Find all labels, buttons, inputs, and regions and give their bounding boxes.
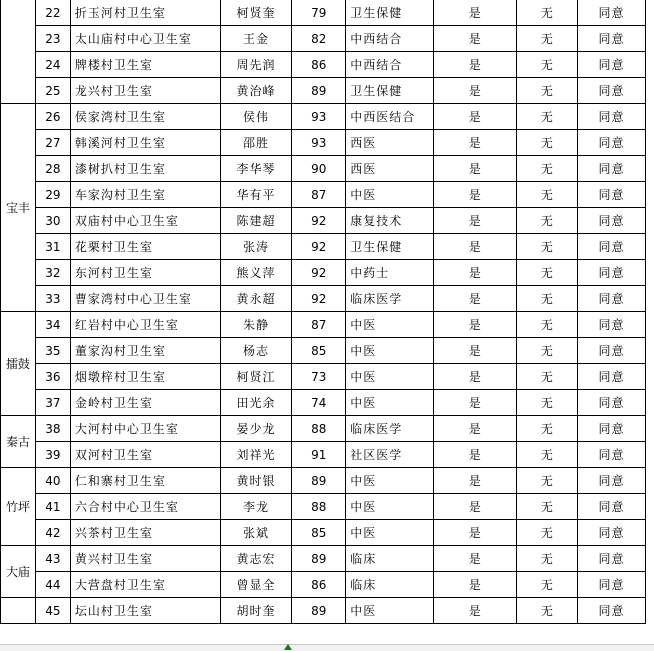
row-number-cell[interactable]: 41 [35, 494, 70, 520]
sheet-edge-cell [645, 286, 654, 312]
violation-cell[interactable]: 无 [516, 208, 578, 234]
clinic-name-cell[interactable]: 董家沟村卫生室 [70, 338, 220, 364]
violation-cell[interactable]: 无 [516, 312, 578, 338]
doctor-name-cell[interactable]: 黄治峰 [220, 78, 292, 104]
sheet-edge-cell [645, 260, 654, 286]
opinion-cell[interactable]: 同意 [578, 208, 646, 234]
clinic-name-cell[interactable]: 仁和寨村卫生室 [70, 468, 220, 494]
violation-cell[interactable]: 无 [516, 520, 578, 546]
table-row[interactable] [1, 442, 654, 468]
score-cell[interactable]: 85 [292, 520, 346, 546]
row-number-cell[interactable]: 36 [35, 364, 70, 390]
doctor-name-cell[interactable]: 李龙 [220, 494, 292, 520]
violation-cell[interactable]: 无 [516, 442, 578, 468]
doctor-name-cell[interactable]: 杨志 [220, 338, 292, 364]
opinion-cell[interactable]: 同意 [578, 468, 646, 494]
table-row[interactable] [1, 598, 654, 624]
qualified-cell[interactable]: 是 [434, 260, 516, 286]
specialty-cell[interactable]: 社区医学 [346, 442, 434, 468]
specialty-cell[interactable]: 中医 [346, 494, 434, 520]
row-number-cell[interactable]: 37 [35, 390, 70, 416]
row-number-cell[interactable]: 42 [35, 520, 70, 546]
sheet-edge-cell [645, 156, 654, 182]
opinion-cell[interactable]: 同意 [578, 598, 646, 624]
violation-cell[interactable]: 无 [516, 286, 578, 312]
clinic-name-cell[interactable]: 韩溪河村卫生室 [70, 130, 220, 156]
opinion-cell[interactable]: 同意 [578, 26, 646, 52]
specialty-cell[interactable]: 中医 [346, 468, 434, 494]
row-number-cell[interactable]: 33 [35, 286, 70, 312]
violation-cell[interactable]: 无 [516, 0, 578, 26]
score-cell[interactable]: 89 [292, 546, 346, 572]
sheet-edge-cell [645, 494, 654, 520]
specialty-cell[interactable]: 中医 [346, 364, 434, 390]
qualified-cell[interactable]: 是 [434, 312, 516, 338]
clinic-name-cell[interactable]: 六合村中心卫生室 [70, 494, 220, 520]
doctor-name-cell[interactable]: 柯贤奎 [220, 0, 292, 26]
score-cell[interactable]: 93 [292, 130, 346, 156]
table-row[interactable] [1, 494, 654, 520]
doctor-name-cell[interactable]: 胡时奎 [220, 598, 292, 624]
specialty-cell[interactable]: 卫生保健 [346, 234, 434, 260]
sheet-edge-cell [645, 234, 654, 260]
sheet-edge-cell [645, 182, 654, 208]
specialty-cell[interactable]: 中医 [346, 520, 434, 546]
violation-cell[interactable]: 无 [516, 26, 578, 52]
table-row[interactable] [1, 0, 654, 26]
sheet-edge-cell [645, 52, 654, 78]
sheet-edge-cell [645, 390, 654, 416]
row-number-cell[interactable]: 31 [35, 234, 70, 260]
opinion-cell[interactable]: 同意 [578, 572, 646, 598]
clinic-name-cell[interactable]: 侯家湾村卫生室 [70, 104, 220, 130]
qualified-cell[interactable]: 是 [434, 338, 516, 364]
sheet-edge-cell [645, 416, 654, 442]
doctor-name-cell[interactable]: 张斌 [220, 520, 292, 546]
violation-cell[interactable]: 无 [516, 416, 578, 442]
violation-cell[interactable]: 无 [516, 572, 578, 598]
sheet-edge-cell [645, 546, 654, 572]
violation-cell[interactable]: 无 [516, 78, 578, 104]
town-cell[interactable]: 秦古 [1, 416, 36, 468]
score-cell[interactable]: 82 [292, 26, 346, 52]
score-cell[interactable]: 87 [292, 182, 346, 208]
table-row[interactable] [1, 104, 654, 130]
sheet-edge-cell [645, 442, 654, 468]
specialty-cell[interactable]: 中药士 [346, 260, 434, 286]
score-cell[interactable]: 92 [292, 260, 346, 286]
sheet-edge-cell [645, 598, 654, 624]
violation-cell[interactable]: 无 [516, 52, 578, 78]
opinion-cell[interactable]: 同意 [578, 104, 646, 130]
doctor-name-cell[interactable]: 陈建超 [220, 208, 292, 234]
opinion-cell[interactable]: 同意 [578, 156, 646, 182]
violation-cell[interactable]: 无 [516, 130, 578, 156]
violation-cell[interactable]: 无 [516, 364, 578, 390]
row-number-cell[interactable]: 27 [35, 130, 70, 156]
doctor-name-cell[interactable]: 王金 [220, 26, 292, 52]
opinion-cell[interactable]: 同意 [578, 520, 646, 546]
sheet-edge-cell [645, 520, 654, 546]
table-row[interactable] [1, 468, 654, 494]
score-cell[interactable]: 89 [292, 78, 346, 104]
specialty-cell[interactable]: 中西结合 [346, 26, 434, 52]
doctor-name-cell[interactable]: 刘祥光 [220, 442, 292, 468]
clinic-name-cell[interactable]: 曹家湾村中心卫生室 [70, 286, 220, 312]
row-number-cell[interactable]: 40 [35, 468, 70, 494]
clinic-name-cell[interactable]: 花栗村卫生室 [70, 234, 220, 260]
table-row[interactable] [1, 390, 654, 416]
score-cell[interactable]: 73 [292, 364, 346, 390]
qualified-cell[interactable]: 是 [434, 286, 516, 312]
doctor-name-cell[interactable]: 华有平 [220, 182, 292, 208]
qualified-cell[interactable]: 是 [434, 234, 516, 260]
row-number-cell[interactable]: 30 [35, 208, 70, 234]
violation-cell[interactable]: 无 [516, 338, 578, 364]
opinion-cell[interactable]: 同意 [578, 182, 646, 208]
specialty-cell[interactable]: 西医 [346, 130, 434, 156]
table-row[interactable] [1, 520, 654, 546]
opinion-cell[interactable]: 同意 [578, 130, 646, 156]
sheet-edge-cell [645, 312, 654, 338]
qualified-cell[interactable]: 是 [434, 182, 516, 208]
clinic-name-cell[interactable]: 双河村卫生室 [70, 442, 220, 468]
table-row[interactable] [1, 572, 654, 598]
town-cell[interactable]: 宝丰 [1, 104, 36, 312]
opinion-cell[interactable]: 同意 [578, 312, 646, 338]
opinion-cell[interactable]: 同意 [578, 364, 646, 390]
violation-cell[interactable]: 无 [516, 546, 578, 572]
violation-cell[interactable]: 无 [516, 182, 578, 208]
table-row[interactable] [1, 260, 654, 286]
score-cell[interactable]: 86 [292, 52, 346, 78]
row-number-cell[interactable]: 28 [35, 156, 70, 182]
town-cell[interactable]: 擂鼓 [1, 312, 36, 416]
qualified-cell[interactable]: 是 [434, 52, 516, 78]
opinion-cell[interactable]: 同意 [578, 78, 646, 104]
row-number-cell[interactable]: 23 [35, 26, 70, 52]
violation-cell[interactable]: 无 [516, 598, 578, 624]
specialty-cell[interactable]: 卫生保健 [346, 78, 434, 104]
score-cell[interactable]: 92 [292, 208, 346, 234]
score-cell[interactable]: 85 [292, 338, 346, 364]
specialty-cell[interactable]: 康复技术 [346, 208, 434, 234]
doctor-name-cell[interactable]: 邵胜 [220, 130, 292, 156]
doctor-name-cell[interactable]: 张涛 [220, 234, 292, 260]
clinic-name-cell[interactable]: 大河村中心卫生室 [70, 416, 220, 442]
sheet-edge-cell [645, 26, 654, 52]
opinion-cell[interactable]: 同意 [578, 416, 646, 442]
doctor-name-cell[interactable]: 熊义萍 [220, 260, 292, 286]
row-number-cell[interactable]: 39 [35, 442, 70, 468]
table-row[interactable] [1, 546, 654, 572]
table-row[interactable] [1, 364, 654, 390]
clinic-name-cell[interactable]: 车家沟村卫生室 [70, 182, 220, 208]
specialty-cell[interactable]: 中医 [346, 312, 434, 338]
score-cell[interactable]: 88 [292, 416, 346, 442]
doctor-name-cell[interactable]: 黄永超 [220, 286, 292, 312]
qualified-cell[interactable]: 是 [434, 364, 516, 390]
table-row[interactable] [1, 156, 654, 182]
specialty-cell[interactable]: 临床医学 [346, 416, 434, 442]
table-row[interactable] [1, 130, 654, 156]
row-number-cell[interactable]: 29 [35, 182, 70, 208]
qualified-cell[interactable]: 是 [434, 520, 516, 546]
table-row[interactable] [1, 234, 654, 260]
score-cell[interactable]: 93 [292, 104, 346, 130]
row-number-cell[interactable]: 44 [35, 572, 70, 598]
opinion-cell[interactable]: 同意 [578, 52, 646, 78]
sheet-edge-cell [645, 338, 654, 364]
doctor-name-cell[interactable]: 黄时银 [220, 468, 292, 494]
opinion-cell[interactable]: 同意 [578, 286, 646, 312]
table-row[interactable] [1, 78, 654, 104]
opinion-cell[interactable]: 同意 [578, 442, 646, 468]
qualified-cell[interactable]: 是 [434, 156, 516, 182]
score-cell[interactable]: 89 [292, 598, 346, 624]
sheet-edge-cell [645, 130, 654, 156]
row-number-cell[interactable]: 32 [35, 260, 70, 286]
specialty-cell[interactable]: 西医 [346, 156, 434, 182]
violation-cell[interactable]: 无 [516, 260, 578, 286]
score-cell[interactable]: 91 [292, 442, 346, 468]
table-row[interactable] [1, 26, 654, 52]
qualified-cell[interactable]: 是 [434, 442, 516, 468]
qualified-cell[interactable]: 是 [434, 130, 516, 156]
clinic-name-cell[interactable]: 烟墩梓村卫生室 [70, 364, 220, 390]
row-number-cell[interactable]: 35 [35, 338, 70, 364]
opinion-cell[interactable]: 同意 [578, 390, 646, 416]
doctor-name-cell[interactable]: 朱静 [220, 312, 292, 338]
violation-cell[interactable]: 无 [516, 156, 578, 182]
qualified-cell[interactable]: 是 [434, 208, 516, 234]
sheet-edge-cell [645, 78, 654, 104]
doctor-name-cell[interactable]: 黄志宏 [220, 546, 292, 572]
doctor-name-cell[interactable]: 侯伟 [220, 104, 292, 130]
qualified-cell[interactable]: 是 [434, 416, 516, 442]
town-cell[interactable] [1, 0, 36, 104]
clinic-name-cell[interactable]: 兴茶村卫生室 [70, 520, 220, 546]
doctor-name-cell[interactable]: 曾显全 [220, 572, 292, 598]
violation-cell[interactable]: 无 [516, 234, 578, 260]
table-row[interactable] [1, 286, 654, 312]
row-number-cell[interactable]: 22 [35, 0, 70, 26]
table-row[interactable] [1, 338, 654, 364]
doctor-name-cell[interactable]: 李华琴 [220, 156, 292, 182]
score-cell[interactable]: 79 [292, 0, 346, 26]
doctor-name-cell[interactable]: 晏少龙 [220, 416, 292, 442]
sheet-edge-cell [645, 468, 654, 494]
clinic-name-cell[interactable]: 东河村卫生室 [70, 260, 220, 286]
opinion-cell[interactable]: 同意 [578, 0, 646, 26]
clinic-name-cell[interactable]: 大营盘村卫生室 [70, 572, 220, 598]
qualified-cell[interactable]: 是 [434, 78, 516, 104]
clinic-name-cell[interactable]: 漆树扒村卫生室 [70, 156, 220, 182]
violation-cell[interactable]: 无 [516, 104, 578, 130]
row-number-cell[interactable]: 24 [35, 52, 70, 78]
sheet-edge-cell [645, 104, 654, 130]
fill-handle-icon[interactable] [284, 644, 292, 650]
specialty-cell[interactable]: 中医 [346, 182, 434, 208]
doctor-name-cell[interactable]: 田光余 [220, 390, 292, 416]
row-number-cell[interactable]: 34 [35, 312, 70, 338]
clinic-name-cell[interactable]: 坛山村卫生室 [70, 598, 220, 624]
specialty-cell[interactable]: 临床 [346, 572, 434, 598]
row-number-cell[interactable]: 43 [35, 546, 70, 572]
specialty-cell[interactable]: 临床 [346, 546, 434, 572]
qualified-cell[interactable]: 是 [434, 572, 516, 598]
table-row[interactable] [1, 52, 654, 78]
score-cell[interactable]: 90 [292, 156, 346, 182]
violation-cell[interactable]: 无 [516, 390, 578, 416]
table-row[interactable] [1, 312, 654, 338]
score-cell[interactable]: 88 [292, 494, 346, 520]
table-row[interactable] [1, 208, 654, 234]
specialty-cell[interactable]: 中医 [346, 338, 434, 364]
sheet-edge-cell [645, 572, 654, 598]
specialty-cell[interactable]: 临床医学 [346, 286, 434, 312]
score-cell[interactable]: 89 [292, 468, 346, 494]
town-cell[interactable]: 竹坪 [1, 468, 36, 546]
opinion-cell[interactable]: 同意 [578, 234, 646, 260]
qualified-cell[interactable]: 是 [434, 0, 516, 26]
clinic-name-cell[interactable]: 红岩村中心卫生室 [70, 312, 220, 338]
clinic-name-cell[interactable]: 黄兴村卫生室 [70, 546, 220, 572]
row-number-cell[interactable]: 38 [35, 416, 70, 442]
violation-cell[interactable]: 无 [516, 468, 578, 494]
specialty-cell[interactable]: 中西医结合 [346, 104, 434, 130]
sheet-edge-cell [645, 364, 654, 390]
doctor-name-cell[interactable]: 周先润 [220, 52, 292, 78]
score-cell[interactable]: 92 [292, 234, 346, 260]
town-cell[interactable]: 大庙 [1, 546, 36, 598]
qualified-cell[interactable]: 是 [434, 104, 516, 130]
opinion-cell[interactable]: 同意 [578, 338, 646, 364]
score-cell[interactable]: 92 [292, 286, 346, 312]
specialty-cell[interactable]: 中医 [346, 390, 434, 416]
specialty-cell[interactable]: 中西结合 [346, 52, 434, 78]
score-cell[interactable]: 86 [292, 572, 346, 598]
clinic-name-cell[interactable]: 龙兴村卫生室 [70, 78, 220, 104]
town-cell[interactable] [1, 598, 36, 624]
specialty-cell[interactable]: 卫生保健 [346, 0, 434, 26]
specialty-cell[interactable]: 中医 [346, 598, 434, 624]
score-cell[interactable]: 87 [292, 312, 346, 338]
clinic-name-cell[interactable]: 太山庙村中心卫生室 [70, 26, 220, 52]
clinic-name-cell[interactable]: 双庙村中心卫生室 [70, 208, 220, 234]
qualified-cell[interactable]: 是 [434, 546, 516, 572]
sheet-edge-cell [645, 0, 654, 26]
table-row[interactable] [1, 416, 654, 442]
qualified-cell[interactable]: 是 [434, 598, 516, 624]
row-number-cell[interactable]: 26 [35, 104, 70, 130]
table-body [1, 0, 654, 624]
opinion-cell[interactable]: 同意 [578, 546, 646, 572]
row-number-cell[interactable]: 45 [35, 598, 70, 624]
doctor-name-cell[interactable]: 柯贤江 [220, 364, 292, 390]
opinion-cell[interactable]: 同意 [578, 260, 646, 286]
clinic-name-cell[interactable]: 牌楼村卫生室 [70, 52, 220, 78]
violation-cell[interactable]: 无 [516, 494, 578, 520]
qualified-cell[interactable]: 是 [434, 390, 516, 416]
row-number-cell[interactable]: 25 [35, 78, 70, 104]
qualified-cell[interactable]: 是 [434, 26, 516, 52]
opinion-cell[interactable]: 同意 [578, 494, 646, 520]
clinic-name-cell[interactable]: 折玉河村卫生室 [70, 0, 220, 26]
sheet-edge-cell [645, 208, 654, 234]
qualified-cell[interactable]: 是 [434, 494, 516, 520]
qualified-cell[interactable]: 是 [434, 468, 516, 494]
table-row[interactable] [1, 182, 654, 208]
clinic-name-cell[interactable]: 金岭村卫生室 [70, 390, 220, 416]
score-cell[interactable]: 74 [292, 390, 346, 416]
